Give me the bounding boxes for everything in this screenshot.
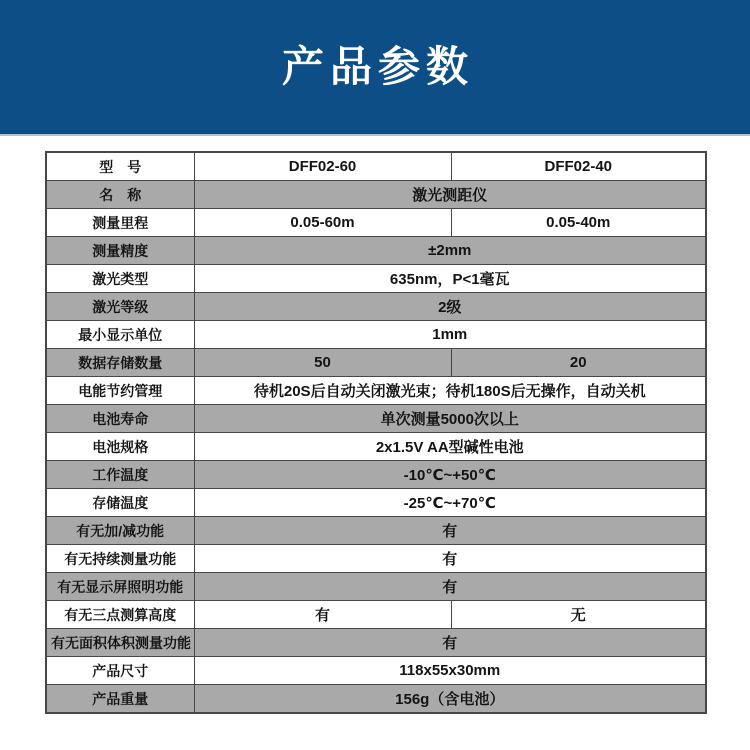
table-row [46, 265, 706, 293]
param-label: 名 称 [46, 181, 194, 209]
table-row [46, 405, 706, 433]
param-value: 635nm，P<1毫瓦 [194, 265, 706, 293]
param-value: 有 [194, 545, 706, 573]
param-value: 2级 [194, 293, 706, 321]
table-row [46, 321, 706, 349]
param-value: 50 [194, 349, 451, 377]
table-row [46, 349, 706, 377]
table-row [46, 545, 706, 573]
spec-table [45, 151, 707, 714]
param-value: 单次测量5000次以上 [194, 405, 706, 433]
param-label: 有无面积体积测量功能 [46, 629, 194, 657]
table-row [46, 517, 706, 545]
param-value: DFF02-40 [451, 152, 706, 181]
table-row [46, 685, 706, 714]
param-value: -25℃~+70℃ [194, 489, 706, 517]
table-row [46, 657, 706, 685]
param-label: 激光类型 [46, 265, 194, 293]
table-row [46, 293, 706, 321]
param-value: 20 [451, 349, 706, 377]
param-value: 118x55x30mm [194, 657, 706, 685]
param-value: 0.05-40m [451, 209, 706, 237]
param-label: 存储温度 [46, 489, 194, 517]
param-label: 激光等级 [46, 293, 194, 321]
param-label: 数据存储数量 [46, 349, 194, 377]
param-label: 测量里程 [46, 209, 194, 237]
param-label: 产品重量 [46, 685, 194, 714]
param-value: 有 [194, 573, 706, 601]
table-row [46, 461, 706, 489]
param-value: 2x1.5V AA型碱性电池 [194, 433, 706, 461]
param-value: DFF02-60 [194, 152, 451, 181]
param-label: 有无显示屏照明功能 [46, 573, 194, 601]
table-row [46, 209, 706, 237]
param-value: 待机20S后自动关闭激光束；待机180S后无操作，自动关机 [194, 377, 706, 405]
spec-table-body [46, 152, 706, 713]
table-row [46, 601, 706, 629]
param-label: 工作温度 [46, 461, 194, 489]
table-row [46, 237, 706, 265]
param-label: 有无加/减功能 [46, 517, 194, 545]
param-value: 无 [451, 601, 706, 629]
param-value: 0.05-60m [194, 209, 451, 237]
param-label: 型 号 [46, 152, 194, 181]
param-label: 有无持续测量功能 [46, 545, 194, 573]
param-label: 测量精度 [46, 237, 194, 265]
param-value: 1mm [194, 321, 706, 349]
page-title: 产品参数 [281, 43, 474, 90]
table-row [46, 152, 706, 181]
param-label: 产品尺寸 [46, 657, 194, 685]
param-label: 电能节约管理 [46, 377, 194, 405]
table-row [46, 181, 706, 209]
param-label: 最小显示单位 [46, 321, 194, 349]
param-value: 有 [194, 601, 451, 629]
header-banner [0, 0, 750, 136]
param-value: 有 [194, 629, 706, 657]
table-row [46, 573, 706, 601]
param-value: 激光测距仪 [194, 181, 706, 209]
param-label: 电池寿命 [46, 405, 194, 433]
table-row [46, 489, 706, 517]
table-row [46, 629, 706, 657]
param-label: 有无三点测算高度 [46, 601, 194, 629]
param-value: 156g（含电池） [194, 685, 706, 714]
param-value: ±2mm [194, 237, 706, 265]
param-label: 电池规格 [46, 433, 194, 461]
table-row [46, 433, 706, 461]
param-value: -10℃~+50℃ [194, 461, 706, 489]
table-row [46, 377, 706, 405]
param-value: 有 [194, 517, 706, 545]
